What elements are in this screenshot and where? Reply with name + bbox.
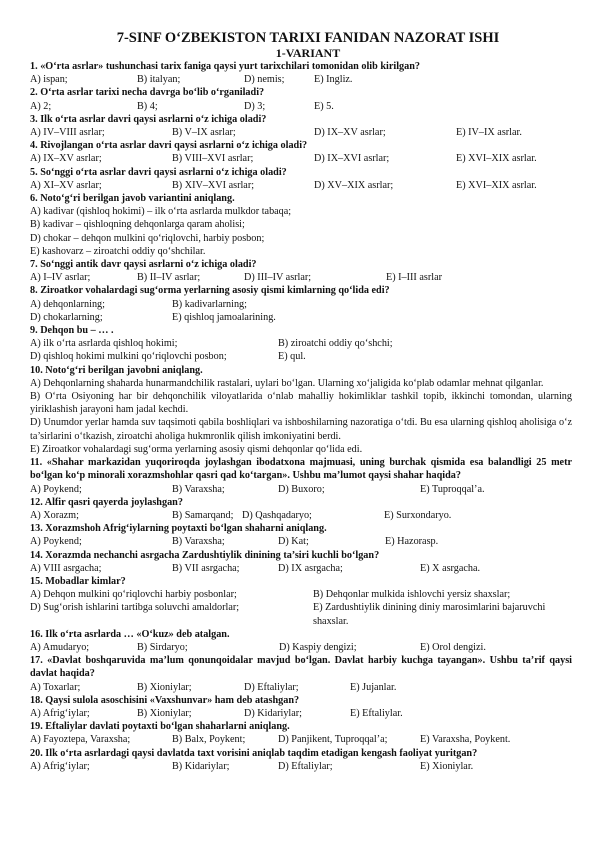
option-a: A) Toxarlar; xyxy=(30,681,81,693)
option-d: D) Kaspiy dengizi; xyxy=(279,641,357,653)
option-e: E) Ingliz. xyxy=(314,74,353,86)
option-e: E) Hazorasp. xyxy=(385,536,439,548)
option-b: B) XIV–XVI asrlar; xyxy=(172,179,255,191)
option-b: B) Balx, Poykent; xyxy=(172,734,246,746)
option-e: E) XVI–XIX asrlar. xyxy=(456,179,537,191)
options-row xyxy=(30,641,572,654)
option-e: E) Surxondaryo. xyxy=(384,509,452,521)
option-d: D) Sug‘orish ishlarini tartibga soluvchi amaldorlar; xyxy=(30,602,240,614)
option-a: A) 2; xyxy=(30,100,52,112)
question-11: 11. «Shahar markazidan yuqoriroqda joylashgan ibodatxona majmuasi, uning burchak qismida esa balandligi 25 metr bo‘lgan ko‘p minorali xorazmshohlar qasri qad ko‘targan». Ushbu ma’lumot qaysi shahar haqida? xyxy=(30,457,572,482)
option-d: D) chokarlarning; xyxy=(30,311,103,323)
option-b: B) Xioniylar; xyxy=(137,707,192,719)
option-d: D) 3; xyxy=(244,100,266,112)
option-a: A) VIII asrgacha; xyxy=(30,562,102,574)
option-b: B) II–IV asrlar; xyxy=(137,272,201,284)
question-3: 3. Ilk o‘rta asrlar davri qaysi asrlarni o‘z ichiga oladi? xyxy=(30,113,267,125)
question-15: 15. Mobadlar kimlar? xyxy=(30,575,126,587)
option-b: B) Xioniylar; xyxy=(137,681,192,693)
option-d: D) IX asrgacha; xyxy=(278,562,343,574)
option-d: D) Eftaliylar; xyxy=(244,681,299,693)
option-a: A) dehqonlarning; xyxy=(30,298,105,310)
option-b: B) VII asrgacha; xyxy=(172,562,240,574)
option-a: A) Dehqonlarning shaharda hunarmandchilik rastalari, uylari bo‘lgan. Ularning xo‘jaligida ko‘plab odamlar mehnat qilganlar. xyxy=(30,377,544,389)
option-a: A) XI–XV asrlar; xyxy=(30,179,102,191)
option-a: A) Poykend; xyxy=(30,536,82,548)
options-row xyxy=(30,535,572,548)
options-row xyxy=(30,681,572,694)
options-row xyxy=(30,760,572,773)
option-b: B) Samarqand; xyxy=(172,509,234,521)
option-b: B) Dehqonlar mulkida ishlovchi yersiz shaxslar; xyxy=(313,589,511,601)
question-10: 10. Noto‘g‘ri berilgan javobni aniqlang. xyxy=(30,364,203,376)
option-d: D) qishloq hokimi mulkini qo‘riqlovchi posbon; xyxy=(30,351,227,363)
option-a: A) Xorazm; xyxy=(30,509,79,521)
option-b: B) kadivarlarning; xyxy=(172,298,247,310)
option-a: A) Fayoztepa, Varaxsha; xyxy=(30,734,131,746)
option-e: E) Ziroatkor vohalardagi sug‘orma yerlarning asosiy qismi dehqonlar qo‘lida edi. xyxy=(30,443,363,455)
option-e: E) qul. xyxy=(278,351,306,363)
option-b: B) kadivar – qishloqning dehqonlarga qaram aholisi; xyxy=(30,219,245,231)
option-e: E) qishloq jamoalarining. xyxy=(172,311,276,323)
option-a: A) Dehqon mulkini qo‘riqlovchi harbiy posbonlar; xyxy=(30,589,237,601)
option-a: A) Afrig‘iylar; xyxy=(30,760,90,772)
option-d: D) Panjikent, Tuproqqal’a; xyxy=(278,734,388,746)
options-row xyxy=(30,73,572,86)
question-2: 2. O‘rta asrlar tarixi necha davrga bo‘lib o‘rganiladi? xyxy=(30,87,265,99)
question-7: 7. So‘nggi antik davr qaysi asrlarni o‘z ichiga oladi? xyxy=(30,259,257,271)
question-20: 20. Ilk o‘rta asrlardagi qaysi davlatda taxt vorisini aniqlab taqdim etadigan kengash faoliyat yuritgan? xyxy=(30,747,478,759)
option-b: B) 4; xyxy=(137,100,158,112)
options-row xyxy=(30,271,572,284)
options-row xyxy=(30,298,572,311)
option-e: E) X asrgacha. xyxy=(420,562,481,574)
options-row xyxy=(30,337,572,350)
option-d: D) III–IV asrlar; xyxy=(244,272,312,284)
option-a: A) IV–VIII asrlar; xyxy=(30,127,105,139)
option-e: E) Xioniylar. xyxy=(420,760,474,772)
option-b: B) Varaxsha; xyxy=(172,536,225,548)
option-d: D) XV–XIX asrlar; xyxy=(314,179,394,191)
question-17: 17. «Davlat boshqaruvida ma’lum qonunqoidalar mavjud bo‘lgan. Davlat harbiy kuchga tayangan». Ushbu ta’rif qaysi davlat haqida? xyxy=(30,655,572,680)
question-14: 14. Xorazmda nechanchi asrgacha Zardushtiylik dinining ta’siri kuchli bo‘lgan? xyxy=(30,549,380,561)
option-d: D) Unumdor yerlar hamda suv taqsimoti qabila boshliqlari va ishboshilarning nazoratiga o‘tdi. Bu esa ularning qishloq aholisiga o‘z ta’sirlarini o‘tkazish, ziroatchi aholiga hukmronlik qilish imkoniyatini berdi. xyxy=(30,417,572,442)
option-e: E) Jujanlar. xyxy=(350,681,397,693)
option-e: E) Orol dengizi. xyxy=(420,641,486,653)
option-e: E) kashovarz – ziroatchi oddiy qo‘shchilar. xyxy=(30,245,206,257)
option-e: E) I–III asrlar xyxy=(386,272,442,284)
option-b: B) italyan; xyxy=(137,74,181,86)
option-a: A) ilk o‘rta asrlarda qishloq hokimi; xyxy=(30,338,178,350)
option-e: E) XVI–XIX asrlar. xyxy=(456,153,537,165)
question-1: 1. «O‘rta asrlar» tushunchasi tarix faniga qaysi yurt tarixchilari tomonidan olib kirilgan? xyxy=(30,61,420,72)
option-d: D) nemis; xyxy=(244,74,285,86)
option-a: A) ispan; xyxy=(30,74,68,86)
question-4: 4. Rivojlangan o‘rta asrlar davri qaysi asrlarni o‘z ichiga oladi? xyxy=(30,140,308,152)
option-d: D) Kidariylar; xyxy=(244,707,302,719)
option-e: E) IV–IX asrlar. xyxy=(456,127,522,139)
option-b: B) Kidariylar; xyxy=(172,760,230,772)
option-d: D) Qashqadaryo; xyxy=(242,509,312,521)
option-e: E) Varaxsha, Poykent. xyxy=(420,734,511,746)
question-6: 6. Noto‘g‘ri berilgan javob variantini aniqlang. xyxy=(30,193,235,205)
option-b: B) Varaxsha; xyxy=(172,483,225,495)
options-row xyxy=(30,588,572,601)
option-d: D) IX–XVI asrlar; xyxy=(314,153,390,165)
option-e: E) 5. xyxy=(314,100,334,112)
question-13: 13. Xorazmshoh Afrig‘iylarning poytaxti bo‘lgan shaharni aniqlang. xyxy=(30,523,327,535)
options-row xyxy=(30,707,572,720)
option-d: D) chokar – dehqon mulkini qo‘riqlovchi, harbiy posbon; xyxy=(30,232,265,244)
option-b: B) VIII–XVI asrlar; xyxy=(172,153,254,165)
option-d: D) Kat; xyxy=(278,536,309,548)
options-row xyxy=(30,562,572,575)
options-row xyxy=(30,483,572,496)
option-d: D) Buxoro; xyxy=(278,483,325,495)
question-19: 19. Eftaliylar davlati poytaxti bo‘lgan shaharlarni aniqlang. xyxy=(30,721,290,733)
variant-label: 1-VARIANT xyxy=(275,46,341,60)
page-title: 7-SINF O‘ZBEKISTON TARIXI FANIDAN NAZORAT ISHI xyxy=(116,30,500,46)
option-e: E) Zardushtiylik dinining diniy marosimlarini bajaruvchi shaxslar. xyxy=(313,602,546,627)
options-row xyxy=(30,126,572,139)
option-d: D) Eftaliylar; xyxy=(278,760,333,772)
option-e: E) Tuproqqal’a. xyxy=(420,483,485,495)
question-12: 12. Alfir qasri qayerda joylashgan? xyxy=(30,496,183,508)
question-5: 5. So‘nggi o‘rta asrlar davri qaysi asrlarni o‘z ichiga oladi? xyxy=(30,166,287,178)
question-8: 8. Ziroatkor vohalardagi sug‘orma yerlarning asosiy qismi kimlarning qo‘lida edi? xyxy=(30,285,390,297)
options-row xyxy=(30,100,572,113)
option-a: A) Poykend; xyxy=(30,483,82,495)
option-a: A) IX–XV asrlar; xyxy=(30,153,102,165)
option-a: A) Amudaryo; xyxy=(30,641,90,653)
option-b: B) Sirdaryo; xyxy=(137,641,188,653)
option-d: D) IX–XV asrlar; xyxy=(314,127,386,139)
options-row xyxy=(30,509,572,522)
option-a: A) I–IV asrlar; xyxy=(30,272,91,284)
option-a: A) Afrig‘iylar; xyxy=(30,707,90,719)
question-9: 9. Dehqon bu – … . xyxy=(30,325,114,337)
option-a: A) kadivar (qishloq hokimi) – ilk o‘rta asrlarda mulkdor tabaqa; xyxy=(30,206,292,218)
options-row xyxy=(30,601,572,627)
option-b: B) V–IX asrlar; xyxy=(172,127,236,139)
option-b: B) O‘rta Osiyoning har bir dehqonchilik viloyatlarida o‘nlab mahalliy hokimliklar tashkil topib, ikkinchi tomondan, ularning yiriklashish jarayoni ham jadal kechdi. xyxy=(30,391,572,416)
options-row xyxy=(30,152,572,165)
options-row xyxy=(30,311,572,324)
option-b: B) ziroatchi oddiy qo‘shchi; xyxy=(278,338,393,350)
options-row xyxy=(30,350,572,363)
options-row xyxy=(30,179,572,192)
question-16: 16. Ilk o‘rta asrlarda … «O‘kuz» deb atalgan. xyxy=(30,628,230,640)
option-e: E) Eftaliylar. xyxy=(350,707,403,719)
options-row xyxy=(30,733,572,746)
question-18: 18. Qaysi sulola asoschisini «Vaxshunvar» ham deb atashgan? xyxy=(30,694,300,706)
